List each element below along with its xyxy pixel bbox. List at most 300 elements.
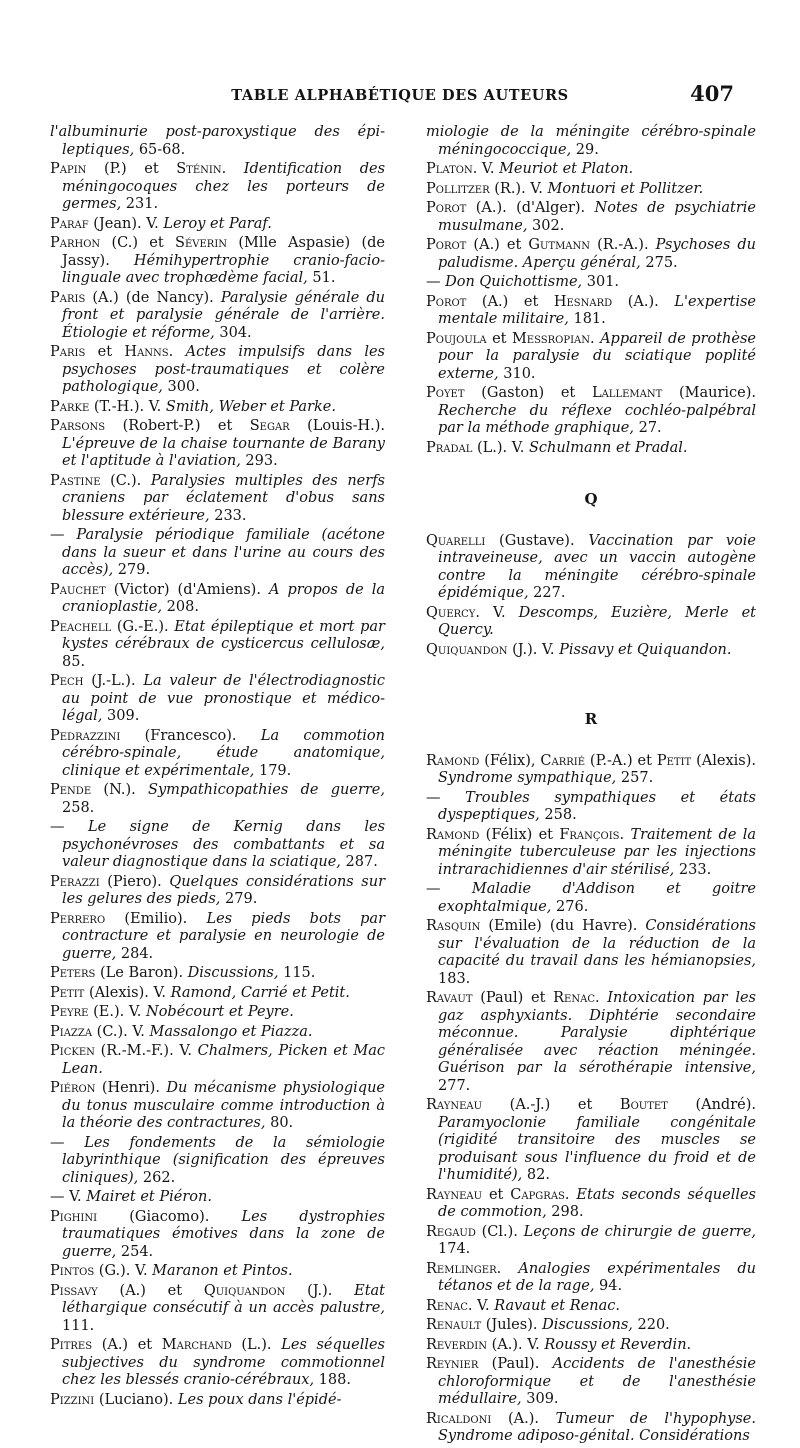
entry-title: Etat léthargique consécutif à un accès palustre,: [62, 1282, 385, 1316]
index-entry: [426, 200, 756, 235]
author-name: Parsons: [50, 418, 106, 434]
page-reference: 233.: [674, 861, 712, 878]
author-name: Porot: [426, 293, 467, 310]
entry-title: Discussions,: [542, 1317, 633, 1333]
entry-title: Massalongo et Piazza.: [149, 1023, 313, 1040]
index-entry: [426, 331, 756, 384]
entry-title: Schulmann et Pradal.: [528, 439, 688, 456]
author-name: Peters: [50, 965, 96, 981]
entry-text: (A.) et: [97, 1282, 204, 1299]
author-name: Hanns: [124, 344, 169, 360]
page-reference: 310.: [498, 365, 536, 382]
index-entry: [50, 1080, 385, 1133]
entry-title: Les fondements de la sémiologie labyrinthique (signification des épreuves cliniques),: [62, 1134, 386, 1186]
author-name: Pintos: [50, 1263, 95, 1279]
index-entry: [50, 1189, 385, 1207]
index-entry: [50, 582, 385, 617]
entry-title: Chalmers, Picken et Mac Lean.: [62, 1043, 385, 1077]
entry-text: (L.). V.: [472, 439, 529, 456]
page-reference: 174.: [438, 1241, 471, 1257]
entry-text: (Victor) (d'Amiens).: [105, 581, 269, 598]
author-name: Pradal: [426, 439, 473, 456]
page-reference: 309.: [521, 1391, 559, 1407]
author-name: Quiquandon: [203, 1282, 286, 1299]
entry-title: Tumeur de l'hypophyse. Syndrome adiposo-génital. Considérations: [438, 1410, 756, 1444]
index-entry: [426, 642, 756, 660]
page-reference: 179.: [254, 762, 292, 779]
author-name: Quiquandon: [426, 641, 508, 658]
author-name: Hesnard: [553, 293, 613, 310]
author-name: Petit: [50, 984, 85, 1001]
index-entry: [50, 527, 385, 580]
entry-title: Maladie d'Addison et goitre exophtalmique,: [438, 881, 756, 915]
page-reference: 284.: [116, 945, 154, 962]
running-title: TABLE ALPHABÉTIQUE DES AUTEURS: [231, 87, 569, 104]
entry-title: Du mécanisme physiologique du tonus musculaire comme introduction à la théorie des contractures,: [62, 1080, 385, 1131]
author-name: Paraf: [50, 215, 89, 232]
page-reference: 309.: [102, 708, 140, 724]
entry-title: Recherche du réflexe cochléo-palpébral par la méthode graphique,: [438, 402, 756, 436]
entry-text: (A.) et: [466, 237, 529, 253]
index-entry: [426, 274, 756, 292]
entry-text: —: [426, 789, 466, 806]
index-entry: [426, 294, 756, 329]
author-name: Poujoula: [426, 330, 487, 347]
author-name: Perazzi: [50, 873, 100, 890]
author-name: Remlinger: [426, 1260, 497, 1277]
author-name: Papin: [50, 161, 87, 177]
page-reference: 111.: [62, 1317, 95, 1334]
entry-title: Meuriot et Platon.: [499, 161, 634, 177]
entry-title: Paralysie périodique familiale (acétone dans la sueur et dans l'urine au cours des accès),: [62, 527, 385, 578]
entry-text: (E.). V.: [88, 1004, 146, 1020]
entry-text: (R.). V.: [489, 180, 548, 197]
author-name: Quercy: [426, 604, 476, 621]
index-entry: [426, 1224, 756, 1259]
index-entry: [50, 1135, 385, 1188]
index-entry: [426, 1187, 756, 1222]
page-reference: 276.: [551, 898, 589, 915]
entry-title: Descomps, Euzière, Merle et Quercy.: [438, 604, 757, 638]
entry-text: (A.).: [612, 293, 675, 310]
author-name: Lallemant: [591, 385, 663, 401]
page-reference: 231.: [121, 196, 159, 212]
page-reference: 302.: [527, 217, 565, 234]
page-reference: 254.: [116, 1243, 154, 1260]
entry-text: (Alexis). V.: [84, 984, 171, 1001]
index-entry: [50, 399, 385, 417]
page-reference: 188.: [314, 1372, 351, 1388]
page-reference: 233.: [209, 507, 247, 524]
index-entry: [50, 1043, 385, 1078]
entry-text: (A.) et: [92, 1337, 162, 1353]
entry-text: (G.). V.: [94, 1263, 153, 1279]
section-p-continued: [426, 124, 756, 457]
author-name: Perrero: [50, 910, 106, 927]
index-entry: [426, 1097, 756, 1185]
entry-text: —: [50, 819, 88, 835]
index-entry: [426, 124, 756, 159]
index-entry: [50, 1263, 385, 1281]
entry-title: Les séquelles subjectives du syndrome commotionnel chez les blessés cranio-cérébraux,: [62, 1337, 385, 1388]
entry-text: et: [486, 330, 512, 347]
page-reference: 298.: [546, 1204, 584, 1220]
author-name: Piazza: [50, 1023, 93, 1040]
entry-title: Vaccination par voie intraveineuse, avec un vaccin autogène contre la méningite cérébro-spinale épidémique,: [438, 532, 756, 601]
page-reference: 220.: [632, 1317, 670, 1333]
entry-text: (P.-A.) et: [585, 752, 657, 769]
index-entry: [50, 235, 385, 288]
author-name: Pollitzer: [426, 180, 490, 197]
entry-text: (A.).: [491, 1410, 556, 1427]
page-reference: 301.: [582, 274, 620, 290]
author-name: Gutmann: [528, 237, 591, 253]
index-entry: [426, 753, 756, 788]
entry-text: (Emile) (du Havre).: [480, 918, 646, 934]
author-name: Ramond: [426, 826, 480, 843]
entry-text: .: [590, 330, 601, 347]
index-entry: [426, 1337, 756, 1355]
author-name: Capgras: [510, 1186, 565, 1203]
entry-title: Troubles sympathiques et états dyspeptiques,: [438, 789, 756, 823]
page-reference: 287.: [340, 854, 378, 870]
entry-title: Sympathicopathies de guerre,: [148, 782, 385, 798]
author-name: Petit: [656, 752, 692, 769]
page-reference: 262.: [138, 1169, 176, 1186]
page-reference: 115.: [278, 965, 316, 981]
index-entry: [426, 385, 756, 438]
author-name: Ricaldoni: [426, 1410, 492, 1427]
entry-text: (C.).: [100, 472, 151, 489]
author-name: Quarelli: [426, 532, 486, 549]
entry-title: Intoxication par les gaz asphyxiants. Diphtérie secondaire méconnue. Paralysie diphtérique généralisée avec réaction méningée. Guérison par la sérothérapie intensive,: [438, 990, 756, 1076]
index-entry: [426, 1298, 756, 1316]
page-reference: 80.: [265, 1115, 294, 1131]
author-name: Reynier: [426, 1356, 479, 1372]
index-entry: [426, 990, 756, 1095]
entry-title: Roussy et Reverdin.: [544, 1336, 692, 1353]
author-name: Pitres: [50, 1337, 93, 1353]
entry-text: (Jean). V.: [88, 215, 164, 232]
entry-text: (A.-J.) et: [482, 1097, 620, 1113]
entry-text: (A.). (d'Alger).: [466, 200, 595, 216]
entry-title: Paralysies multiples des nerfs craniens par éclatement d'obus sans blessure extérieure,: [62, 472, 385, 524]
author-name: François: [559, 826, 620, 843]
page-reference: 258.: [539, 807, 577, 823]
index-entry: [426, 533, 756, 603]
entry-text: (Louis-H.).: [289, 418, 385, 434]
page-reference: 275.: [640, 254, 678, 271]
entry-title: Ramond, Carrié et Petit.: [170, 984, 350, 1001]
page-reference: 27.: [633, 420, 662, 436]
author-name: Pissavy: [50, 1282, 98, 1299]
index-entry: [50, 161, 385, 214]
author-name: Reverdin: [426, 1336, 487, 1353]
entry-title: Les dystrophies traumatiques émotives dans la zone de guerre,: [62, 1208, 385, 1260]
entry-text: .: [564, 1186, 577, 1203]
author-name: Rayneau: [426, 1186, 483, 1203]
entry-title: miologie de la méningite cérébro-spinale méningococcique,: [426, 124, 756, 158]
section-letter-q: Q: [584, 490, 598, 508]
page-reference: 82.: [522, 1167, 550, 1183]
index-entry: [50, 124, 385, 159]
entry-text: (Emilio).: [105, 910, 207, 927]
author-name: Pech: [50, 673, 84, 689]
entry-text: . V.: [467, 1297, 495, 1314]
author-name: Rasquin: [426, 918, 481, 934]
entry-title: Identification des méningocoques chez les porteurs de germes,: [62, 161, 386, 212]
entry-text: —: [50, 1134, 85, 1151]
index-entry: [50, 728, 385, 781]
author-name: Carrié: [540, 752, 586, 769]
index-entry: [50, 782, 385, 817]
section-letter-r: R: [584, 710, 598, 728]
author-name: Parhon: [50, 235, 101, 251]
entry-title: Accidents de l'anesthésie chloroformique et de l'anesthésie médullaire,: [438, 1356, 756, 1407]
entry-text: (A.) et: [466, 293, 554, 310]
author-name: Parke: [50, 398, 90, 415]
entry-title: Hémihypertrophie cranio-facio-linguale avec trophœdème facial,: [62, 252, 385, 286]
author-name: Porot: [426, 200, 467, 216]
entry-text: (J.).: [285, 1282, 355, 1299]
entry-title: Leroy et Paraf.: [163, 215, 272, 232]
page-reference: 208.: [162, 599, 199, 615]
index-entry: [426, 1411, 756, 1446]
page-reference: 51.: [307, 270, 336, 286]
page-reference: 181.: [568, 311, 606, 327]
author-name: Paris: [50, 344, 86, 360]
page-reference: 227.: [528, 585, 566, 601]
entry-title: Maranon et Pintos.: [152, 1263, 293, 1279]
section-r: [426, 753, 756, 1446]
entry-text: et: [482, 1186, 511, 1203]
entry-title: Actes impulsifs dans les psychoses post-traumatiques et colère pathologique,: [62, 344, 385, 395]
index-entry: [426, 790, 756, 825]
entry-title: Analogies expérimentales du tétanos et de la rage,: [438, 1260, 757, 1294]
entry-title: Notes de psychiatrie musulmane,: [438, 200, 756, 234]
entry-text: (Maurice).: [662, 385, 756, 401]
entry-text: (Mlle Aspasie) (de Jassy).: [62, 235, 385, 269]
index-entry: [50, 985, 385, 1003]
author-name: Picken: [50, 1043, 95, 1059]
index-entry: [50, 216, 385, 234]
index-entry: [50, 1004, 385, 1022]
page-reference: 65-68.: [134, 141, 186, 158]
entry-title: Appareil de prothèse pour la paralysie du sciatique poplité externe,: [438, 330, 756, 382]
entry-text: (Jules).: [481, 1317, 543, 1333]
entry-text: (Robert-P.) et: [105, 418, 250, 434]
author-name: Renac: [553, 990, 595, 1006]
entry-text: .: [221, 161, 244, 177]
index-entry: [50, 1283, 385, 1336]
entry-title: Considérations sur l'évaluation de la réduction de la capacité du travail dans les hémianopsies,: [438, 918, 756, 969]
index-entry: [426, 237, 756, 272]
index-entry: [50, 673, 385, 726]
author-name: Rayneau: [426, 1097, 483, 1113]
entry-text: (C.). V.: [92, 1023, 150, 1040]
entry-text: (R.-A.).: [590, 237, 656, 253]
entry-text: (Paul).: [478, 1356, 553, 1372]
index-entry: [50, 1209, 385, 1262]
index-entry: [50, 874, 385, 909]
index-entry: [426, 1261, 756, 1296]
entry-title: Smith, Weber et Parke.: [165, 398, 336, 415]
entry-title: L'épreuve de la chaise tournante de Barany et l'aptitude à l'aviation,: [62, 435, 385, 469]
entry-text: (J.). V.: [507, 641, 560, 658]
entry-text: (Henri).: [95, 1080, 167, 1096]
entry-text: — V.: [50, 1189, 87, 1205]
index-entry: [50, 418, 385, 471]
index-entry: [426, 605, 756, 640]
author-name: Pastine: [50, 472, 101, 489]
entry-text: (N.).: [91, 782, 149, 798]
page-reference: 29.: [571, 141, 599, 158]
entry-text: (A.). V.: [487, 1336, 545, 1353]
right-column: [426, 124, 756, 1448]
author-name: Segar: [249, 418, 290, 434]
index-entry: [50, 1337, 385, 1390]
entry-text: .: [496, 1260, 519, 1277]
author-name: Renac: [426, 1297, 468, 1314]
author-name: Messropian: [511, 330, 590, 347]
entry-title: La valeur de l'électrodiagnostic au point de vue pronostique et médico-légal,: [62, 673, 386, 724]
index-entry: [426, 918, 756, 988]
entry-title: Pissavy et Quiquandon.: [559, 641, 732, 658]
page-reference: 279.: [113, 562, 151, 578]
entry-title: Paramyoclonie familiale congénitale (rigidité transitoire des muscles se produisant sous l'influence du froid et de l'humidité),: [438, 1114, 756, 1183]
page-reference: 293.: [240, 453, 278, 469]
index-entry: [50, 911, 385, 964]
page-reference: 279.: [220, 891, 258, 907]
entry-text: (Francesco).: [120, 727, 261, 744]
entry-text: (Giacomo).: [97, 1208, 242, 1225]
author-name: Renault: [426, 1317, 482, 1333]
entry-text: (André).: [667, 1097, 756, 1113]
entry-text: (G.-E.).: [111, 618, 175, 635]
entry-text: (Gustave).: [485, 532, 589, 549]
entry-title: Nobécourt et Peyre.: [146, 1004, 294, 1020]
entry-text: . V.: [472, 161, 500, 177]
entry-title: La commotion cérébro-spinale, étude anatomique, clinique et expérimentale,: [62, 727, 385, 779]
entry-title: Les pieds bots par contracture et paralysie en neurologie de guerre,: [62, 910, 386, 962]
entry-title: Etats seconds séquelles de commotion,: [438, 1186, 757, 1220]
entry-text: (Le Baron).: [95, 965, 188, 981]
entry-text: (P.) et: [86, 161, 177, 177]
author-name: Séverin: [175, 235, 228, 251]
entry-title: Don Quichottisme,: [445, 274, 583, 290]
entry-title: Mairet et Piéron.: [86, 1189, 212, 1205]
index-entry: [426, 161, 756, 179]
entry-text: (Cl.).: [475, 1223, 524, 1240]
index-entry: [50, 290, 385, 343]
entry-title: Les poux dans l'épidé-: [177, 1391, 342, 1408]
page-reference: 277.: [438, 1077, 471, 1094]
entry-text: (Paul) et: [472, 990, 554, 1006]
author-name: Marchand: [161, 1337, 232, 1353]
entry-title: L'expertise mentale militaire,: [438, 293, 756, 327]
page-reference: 304.: [214, 324, 252, 341]
left-column: [50, 124, 385, 1411]
author-name: Piéron: [50, 1080, 96, 1096]
entry-text: et: [85, 344, 125, 360]
index-entry: [426, 1317, 756, 1335]
entry-text: (R.-M.-F.). V.: [94, 1043, 198, 1059]
author-name: Pauchet: [50, 581, 106, 598]
index-entry: [426, 1356, 756, 1409]
index-entry: [50, 819, 385, 872]
page-reference: 85.: [62, 653, 86, 670]
entry-text: (T.-H.). V.: [89, 398, 166, 415]
author-name: Ramond: [426, 752, 480, 769]
author-name: Ravaut: [426, 990, 473, 1006]
entry-text: (Luciano).: [94, 1391, 178, 1408]
index-entry: [50, 1392, 385, 1410]
author-name: Poyet: [426, 385, 465, 401]
entry-title: Discussions,: [187, 965, 279, 981]
author-name: Pende: [50, 782, 92, 798]
entry-text: .: [168, 344, 186, 360]
page-reference: 94.: [594, 1278, 623, 1294]
author-name: Pedrazzini: [50, 727, 121, 744]
index-entry: [50, 965, 385, 983]
author-name: Pighini: [50, 1208, 98, 1225]
author-name: Sténin: [176, 161, 222, 177]
entry-text: —: [50, 527, 77, 543]
entry-title: Le signe de Kernig dans les psychonévroses des combattants et sa valeur diagnostique dans la sciatique,: [62, 819, 386, 870]
index-entry: [426, 440, 756, 458]
index-entry: [426, 181, 756, 199]
entry-text: (L.).: [231, 1337, 282, 1353]
page-reference: 258.: [62, 799, 95, 816]
entry-text: (Félix) et: [479, 826, 560, 843]
entry-text: (J.-L.).: [83, 673, 144, 689]
entry-text: .: [594, 990, 608, 1006]
author-name: Porot: [426, 237, 467, 253]
page-reference: 183.: [438, 970, 471, 987]
page-number: 407: [690, 81, 734, 106]
entry-title: Quelques considérations sur les gelures des pieds,: [62, 873, 386, 907]
author-name: Peachell: [50, 618, 112, 635]
entry-title: Montuori et Pollitzer.: [547, 180, 704, 197]
entry-title: Paralysie générale du front et paralysie générale de l'arrière. Étiologie et réforme,: [62, 289, 385, 341]
entry-text: .: [619, 826, 631, 843]
entry-title: A propos de la cranioplastie,: [62, 581, 386, 615]
author-name: Regaud: [426, 1223, 476, 1240]
index-entry: [50, 344, 385, 397]
entry-title: Ravaut et Renac.: [494, 1297, 620, 1314]
entry-title: Etat épileptique et mort par kystes cérébraux de cysticercus cellulosæ,: [62, 618, 385, 652]
author-name: Boutet: [619, 1097, 668, 1113]
entry-text: (C.) et: [100, 235, 176, 251]
entry-title: Syndrome sympathique,: [438, 770, 617, 786]
author-name: Platon: [426, 161, 473, 177]
entry-title: Leçons de chirurgie de guerre,: [523, 1223, 757, 1240]
author-name: Pizzini: [50, 1391, 95, 1408]
author-name: Peyre: [50, 1004, 89, 1020]
entry-text: (A.) (de Nancy).: [85, 289, 221, 306]
page-reference: 257.: [616, 770, 654, 786]
index-entry: [50, 619, 385, 672]
page-reference: 300.: [162, 379, 200, 395]
entry-text: —: [426, 274, 446, 290]
entry-text: (Alexis).: [691, 752, 756, 769]
index-entry: [50, 1024, 385, 1042]
entry-text: —: [426, 881, 472, 897]
entry-title: l'albuminurie post-paroxystique des épi-leptiques,: [50, 124, 385, 158]
entry-title: Psychoses du paludisme. Aperçu général,: [438, 237, 756, 271]
entry-text: . V.: [475, 604, 519, 621]
entry-text: (Piero).: [99, 873, 170, 890]
